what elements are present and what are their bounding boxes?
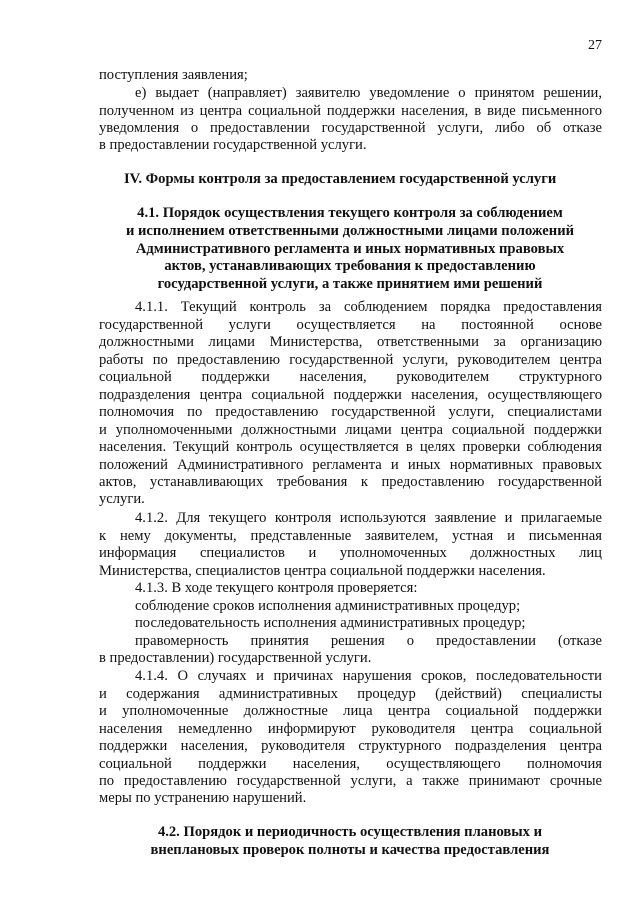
text-line: поступления заявления; bbox=[99, 67, 248, 83]
subsection-heading-line: Административного регламента и иных нормативных правовых bbox=[135, 241, 565, 257]
subsection-heading-line: 4.2. Порядок и периодичность осуществления плановых и bbox=[157, 824, 543, 840]
subsection-heading-line: актов, устанавливающих требования к предоставлению bbox=[164, 258, 536, 274]
text-line: подразделения центра социальной поддержки населения, осуществляющего bbox=[99, 387, 602, 403]
text-line: 4.1.2. Для текущего контроля используются заявление и прилагаемые bbox=[135, 510, 602, 526]
text-line: полномочия по предоставлению государственной услуги, специалистами bbox=[99, 404, 602, 420]
text-line: положений Административного регламента и иных нормативных правовых bbox=[99, 457, 602, 473]
subsection-heading-line: государственной услуги, а также принятием ими решений bbox=[157, 276, 543, 292]
text-line: уведомления о предоставлении государственной услуги, либо об отказе bbox=[99, 120, 602, 136]
text-line: правомерность принятия решения о предоставлении (отказе bbox=[135, 633, 602, 649]
text-line: социальной поддержки населения, руководителем структурного bbox=[99, 369, 602, 385]
text-line: услуги. bbox=[99, 491, 145, 507]
subsection-heading-line: 4.1. Порядок осуществления текущего контроля за соблюдением bbox=[137, 205, 563, 221]
subsection-heading-line: внеплановых проверок полноты и качества предоставления bbox=[150, 842, 550, 858]
text-line: поддержки населения, руководителя структурного подразделения центра bbox=[99, 738, 602, 754]
text-line: в предоставлении государственной услуги. bbox=[99, 137, 367, 153]
text-line: полученном из центра социальной поддержки населения, в виде письменного bbox=[99, 103, 602, 119]
text-line: должностными лицами Министерства, ответственными за организацию bbox=[99, 334, 602, 350]
text-line: к нему документы, представленные заявителем, устная и письменная bbox=[99, 528, 602, 544]
text-line: и содержания административных процедур (действий) специалисты bbox=[99, 686, 602, 702]
text-line: меры по устранению нарушений. bbox=[99, 790, 307, 806]
text-line: населения. Текущий контроль осуществляется в целях проверки соблюдения bbox=[99, 439, 602, 455]
text-line: актов, устанавливающих требования к предоставлению государственной bbox=[99, 474, 602, 490]
text-line: населения немедленно информируют руководителя центра социальной bbox=[99, 721, 602, 737]
text-line: и уполномоченными должностными лицами центра социальной поддержки bbox=[99, 422, 602, 438]
text-line: по предоставлению государственной услуги, а также принимают срочные bbox=[99, 773, 602, 789]
text-line: 4.1.4. О случаях и причинах нарушения сроков, последовательности bbox=[135, 668, 602, 684]
text-line: государственной услуги осуществляется на постоянной основе bbox=[99, 317, 602, 333]
text-line: 4.1.1. Текущий контроль за соблюдением порядка предоставления bbox=[135, 299, 602, 315]
text-line: в предоставлении) государственной услуги. bbox=[99, 650, 372, 666]
text-line: е) выдает (направляет) заявителю уведомление о принятом решении, bbox=[135, 85, 602, 101]
text-line: и уполномоченные должностные лица центра социальной поддержки bbox=[99, 703, 602, 719]
text-line: последовательность исполнения административных процедур; bbox=[135, 615, 526, 631]
text-line: социальной поддержки населения, осуществляющего полномочия bbox=[99, 756, 602, 772]
page-number: 27 bbox=[588, 38, 602, 53]
section-heading: IV. Формы контроля за предоставлением государственной услуги bbox=[124, 171, 557, 187]
text-line: Министерства, специалистов центра социальной поддержки населения. bbox=[99, 563, 546, 579]
text-line: информация специалистов и уполномоченных должностных лиц bbox=[99, 545, 602, 561]
text-line: 4.1.3. В ходе текущего контроля проверяется: bbox=[135, 580, 418, 596]
text-line: работы по предоставлению государственной услуги, руководителем центра bbox=[99, 352, 602, 368]
subsection-heading-line: и исполнением ответственными должностными лицами положений bbox=[125, 223, 575, 239]
text-line: соблюдение сроков исполнения административных процедур; bbox=[135, 598, 521, 614]
